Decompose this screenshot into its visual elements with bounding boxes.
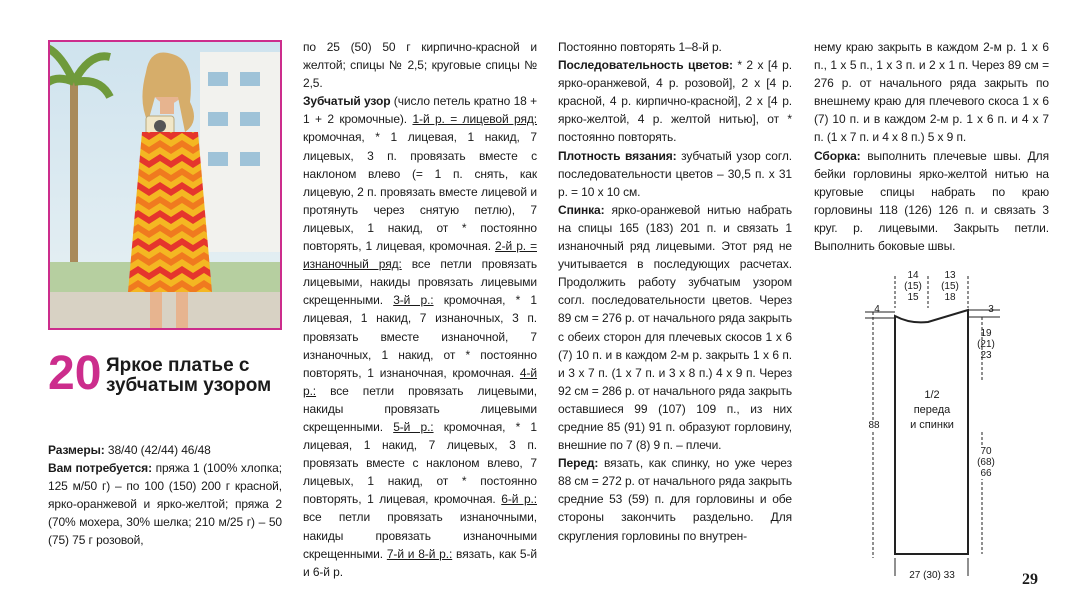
sizes-paragraph — [48, 441, 282, 459]
back-text: ярко-оранжевой нитью набрать на спицы 165 (183) 201 п. и связать 1 изнаночный ряд лицевыми. Этот ряд не учитывается в последующих расчетах. Продолжить работу зубчатым узором согл. последовательности цветов. Через 89 см = 276 р. от начального ряда закрыть с обеих сторон для плечевых скосов 1 х 6 (7) 10 п. и в каждом 2-м р. закрыть 1 х 6 п. и 3 х 7 п. (1 х 7 п. и 3 х 8 п.) 4 х 9 п. Через 92 см = 286 р. от начального ряда закрыть оставшиеся 99 (107) 109 п., из них средние 85 (91) 91 п. образуют горловину, внешние по 7 (8) 9 п. – плечи. — [558, 202, 792, 453]
materials-value: пряжа 1 (100% хлопка; 125 м/50 г) – по 100 (150) 200 г красной, ярко-оранжевой и ярко-желтой; пряжа 2 (70% мохера, 30% шелка; 210 м/25 г) – 50 (75) 75 г розовой, — [48, 461, 282, 548]
gauge-label: Плотность вязания: — [558, 148, 677, 163]
pattern-schematic — [810, 262, 1010, 592]
row5-label: 5-й р.: — [393, 419, 434, 434]
row1-text: кромочная, * 1 лицевая, 1 накид, 7 лицевых, 3 п. провязать вместе с наклоном влево (= 1 п. снять, как лицевую, 2 п. провязать вместе лицевой и протянуть через снятую петлю), 7 лицевых, 1 накид, от * постоянно повторять, 1 лицевая, кромочная. — [303, 130, 537, 254]
schematic-top-right-label: 13 (15) 18 — [941, 270, 959, 303]
schematic-width-label: 27 (30) 33 — [909, 570, 955, 581]
row2-text: все петли провязать лицевыми, накиды провязать лицевыми скрещенными. — [303, 257, 537, 308]
gauge-text: зубчатый узор согл. последовательности цветов – 30,5 п. х 31 р. = 10 х 10 см. — [558, 148, 792, 199]
color-sequence-label: Последовательность цветов: — [558, 58, 733, 73]
back-label: Спинка: — [558, 202, 605, 217]
front-continued: нему краю закрыть в каждом 2-м р. 1 х 6 п., 1 х 5 п., 1 х 3 п. и 2 х 1 п. Через 89 см = 276 р. от начального ряда закрыть по внешнему краю для плечевого скоса 1 х 6 (7) 10 п. и в каждом 2-м р. 1 х 6 п. и 4 х 7 п. (1 х 7 п. и 4 х 8 п.) 5 х 9 п. — [814, 40, 1049, 145]
zigzag-intro: (число петель кратно 18 + 1 + 2 кромочные). — [303, 94, 538, 127]
row5-text: кромочная, * 1 лицевая, 1 накид, 7 лицевых, 3 п. провязать вместе с наклоном влево, 7 лицевых, 1 накид, от * постоянно повторять, 1 лицевая, кромочная. — [303, 419, 537, 507]
color-sequence-paragraph — [558, 56, 792, 146]
row3-text: кромочная, * 1 лицевая, 1 накид, 7 изнаночных, 3 п. провязать вместе изнаночной, 7 изнаночных, 1 накид, от * постоянно повторять, 1 изнаночная, кромочная. — [303, 293, 537, 380]
assembly-text: выполнить плечевые швы. Для бейки горловины ярко-желтой нитью на круговые спицы набрать по краю горловины 118 (126) 126 п. и связать 3 круг. р. лицевыми. Закрыть петли. Выполнить боковые швы. — [814, 148, 1049, 254]
materials-paragraph — [48, 459, 282, 549]
dress-photo-illustration — [50, 42, 280, 328]
row4-label: 4-й р.: — [303, 365, 537, 398]
front-paragraph — [558, 454, 792, 544]
pattern-number: 20 — [48, 347, 102, 400]
row78-label: 7-й и 8-й р.: — [386, 546, 453, 561]
row3-label: 3-й р.: — [393, 293, 434, 308]
assembly-paragraph — [814, 147, 1049, 256]
color-sequence-text: * 2 х [4 р. ярко-оранжевой, 4 р. розовой], 2 х [4 р. красной, 4 р. кирпично-красной], 2 х [4 р. ярко-желтой, 4 р. желтой нитью], от * постоянно повторять. — [558, 58, 792, 145]
column-4 — [814, 38, 1049, 255]
row6-text: все петли провязать изнаночными, накиды провязать изнаночными скрещенными. — [303, 510, 537, 561]
sizes-label: Размеры: — [48, 443, 105, 457]
materials-label: Вам потребуется: — [48, 461, 152, 476]
schematic-neck-label: 4 — [874, 304, 880, 315]
row4-text: все петли провязать лицевыми, накиды провязать лицевыми скрещенными. — [303, 383, 537, 434]
schematic-armhole-label: 19 (21) 23 — [977, 328, 995, 361]
zigzag-label: Зубчатый узор — [303, 94, 391, 109]
schematic-center-label: 1/2 переда и спинки — [910, 389, 954, 431]
column-1 — [48, 441, 282, 550]
column-3 — [558, 38, 792, 545]
row1-label: 1-й р. = лицевой ряд: — [412, 112, 537, 127]
assembly-label: Сборка: — [814, 148, 861, 163]
zigzag-pattern-paragraph — [303, 92, 537, 581]
schematic-shoulder-label: 3 — [988, 304, 994, 315]
back-paragraph — [558, 201, 792, 454]
schematic-top-left-label: 14 (15) 15 — [904, 270, 922, 303]
row2-label: 2-й р. = изнаночный ряд: — [303, 239, 537, 272]
front-text: вязать, как спинку, но уже через 88 см = 272 р. от начального ряда закрыть средние 53 (59) п. для горловины и обе стороны закончить раздельно. Для скругления горловины по внутрен- — [558, 456, 792, 543]
sizes-value: 38/40 (42/44) 46/48 — [104, 443, 211, 457]
schematic-side-label: 70 (68) 66 — [974, 446, 998, 479]
repeat-paragraph: Постоянно повторять 1–8-й р. — [558, 40, 722, 54]
schematic-height-label: 88 — [866, 420, 882, 431]
pattern-heading: Яркое платье с зубчатым узором — [106, 355, 272, 396]
row78-text: вязать, как 5-й и 6-й р. — [303, 546, 538, 579]
front-label: Перед: — [558, 456, 599, 471]
page-number: 29 — [1022, 571, 1038, 588]
materials-continued: по 25 (50) 50 г кирпично-красной и желтой; спицы № 2,5; круговые спицы № 2,5. — [303, 40, 537, 91]
row6-label: 6-й р.: — [501, 492, 537, 507]
pattern-title — [48, 347, 288, 424]
dress-photo — [48, 40, 282, 330]
gauge-paragraph — [558, 147, 792, 201]
column-2 — [303, 38, 537, 581]
